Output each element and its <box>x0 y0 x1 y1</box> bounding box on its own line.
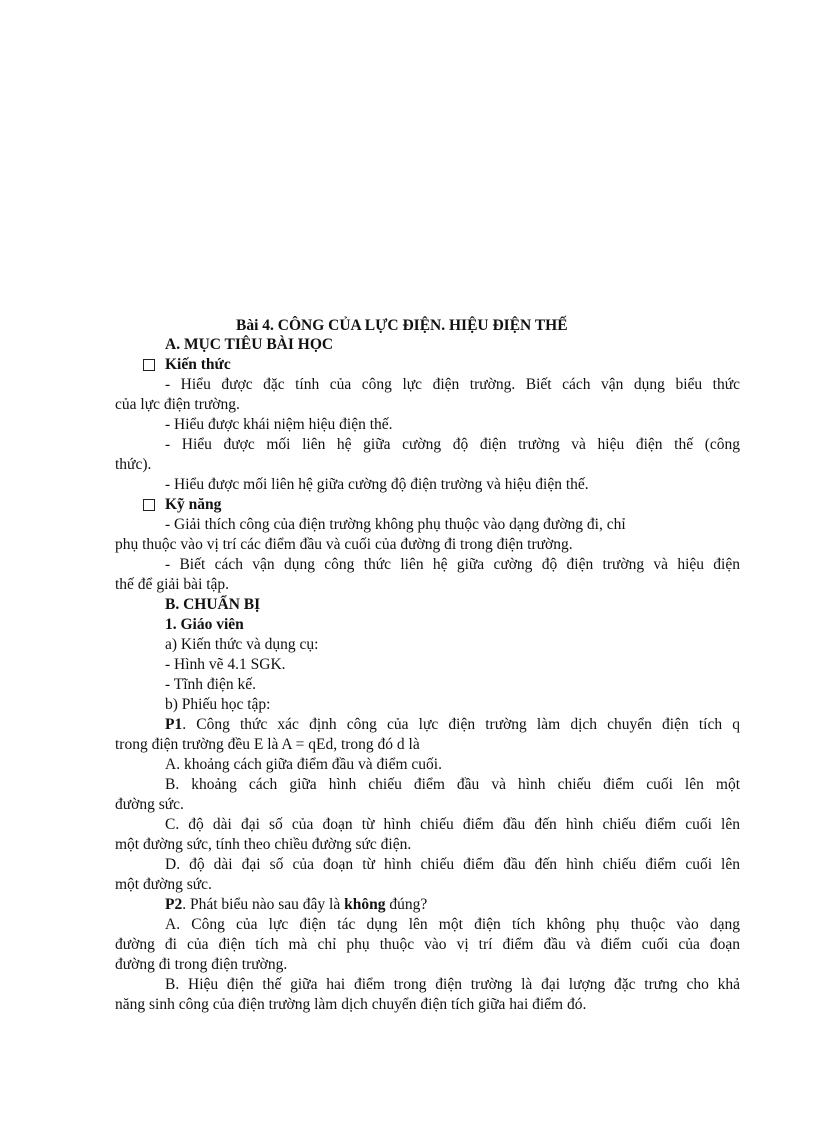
p1-question-cont: trong điện trường đều E là A = qEd, trong đó d là <box>115 736 420 753</box>
teacher-line: b) Phiếu học tập: <box>165 696 271 713</box>
p1-label: P1 <box>165 716 183 733</box>
p2-question-post: đúng? <box>385 896 428 913</box>
bullet-square-icon <box>143 359 155 371</box>
skills-line: thế để giải bài tập. <box>115 576 230 593</box>
teacher-line: a) Kiến thức và dụng cụ: <box>165 636 319 653</box>
p2-option-a-cont: đường đi của điện tích mà chỉ phụ thuộc vào vị trí điểm đầu và điểm cuối của đoạn <box>115 936 740 953</box>
skills-heading: Kỹ năng <box>165 496 222 513</box>
p1-option-c: C. độ dài đại số của đoạn từ hình chiếu điểm đầu đến hình chiếu điểm cuối lên <box>165 816 740 833</box>
section-a-heading: A. MỤC TIÊU BÀI HỌC <box>165 336 334 353</box>
p1-question-text: . Công thức xác định công của lực điện trường làm dịch chuyển điện tích q <box>182 716 740 733</box>
teacher-line: - Hình vẽ 4.1 SGK. <box>165 656 286 673</box>
p1-option-d: D. độ dài đại số của đoạn từ hình chiếu điểm đầu đến hình chiếu điểm cuối lên <box>165 856 740 873</box>
p2-option-a: A. Công của lực điện tác dụng lên một điện tích không phụ thuộc vào dạng <box>165 916 740 933</box>
knowledge-line: - Hiểu được khái niệm hiệu điện thế. <box>165 416 393 433</box>
knowledge-line: - Hiểu được đặc tính của công lực điện trường. Biết cách vận dụng biểu thức <box>165 376 740 393</box>
p2-question-bold: không <box>344 896 386 913</box>
lesson-title: Bài 4. CÔNG CỦA LỰC ĐIỆN. HIỆU ĐIỆN THẾ <box>236 317 568 334</box>
p2-question-pre: . Phát biểu nào sau đây là <box>182 896 345 913</box>
knowledge-line: - Hiểu được mối liên hệ giữa cường độ điện trường và hiệu điện thế. <box>165 476 589 493</box>
p2-option-b-cont: năng sinh công của điện trường làm dịch chuyển điện tích giữa hai điểm đó. <box>115 996 587 1013</box>
p1-option-b-cont: đường sức. <box>115 796 184 813</box>
p1-option-a: A. khoảng cách giữa điểm đầu và điểm cuối. <box>165 756 442 773</box>
teacher-line: - Tĩnh điện kế. <box>165 676 256 693</box>
section-b-heading: B. CHUẨN BỊ <box>165 596 261 613</box>
p2-option-a-cont: đường đi trong điện trường. <box>115 956 288 973</box>
skills-line: phụ thuộc vào vị trí các điểm đầu và cuối của đường đi trong điện trường. <box>115 536 573 553</box>
p2-option-b: B. Hiệu điện thế giữa hai điểm trong điện trường là đại lượng đặc trưng cho khả <box>165 976 740 993</box>
p1-option-c-cont: một đường sức, tính theo chiều đường sức điện. <box>115 836 412 853</box>
knowledge-line: - Hiểu được mối liên hệ giữa cường độ điện trường và hiệu điện thế (công <box>165 436 740 453</box>
p1-question <box>165 715 740 735</box>
p1-option-d-cont: một đường sức. <box>115 876 212 893</box>
knowledge-line: thức). <box>115 456 152 473</box>
skills-line: - Giải thích công của điện trường không phụ thuộc vào dạng đường đi, chỉ <box>165 516 626 533</box>
p1-option-b: B. khoảng cách giữa hình chiếu điểm đầu và hình chiếu điểm cuối lên một <box>165 776 740 793</box>
knowledge-heading: Kiến thức <box>165 356 231 373</box>
p2-label: P2 <box>165 896 183 913</box>
bullet-square-icon <box>143 499 155 511</box>
teacher-heading: 1. Giáo viên <box>165 616 244 633</box>
skills-line: - Biết cách vận dụng công thức liên hệ giữa cường độ điện trường và hiệu điện <box>165 556 740 573</box>
knowledge-line: của lực điện trường. <box>115 396 240 413</box>
p2-question <box>165 895 740 915</box>
